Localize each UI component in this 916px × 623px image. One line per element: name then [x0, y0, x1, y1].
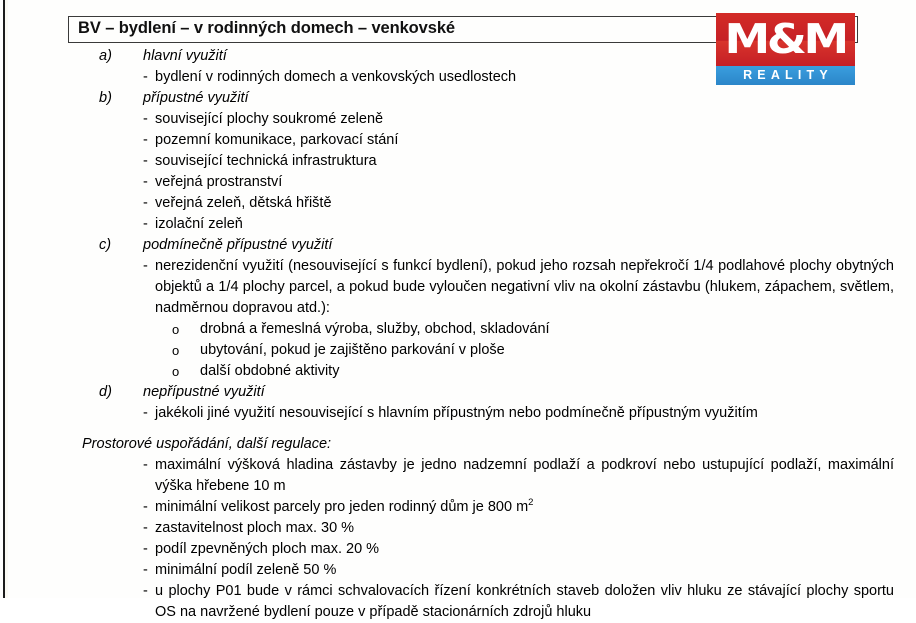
list-item	[0, 214, 916, 235]
dash-bullet-icon: -	[143, 69, 148, 85]
list-item	[0, 455, 916, 497]
list-item	[0, 539, 916, 560]
list-item-text: veřejná prostranství	[155, 174, 283, 190]
dash-bullet-icon: -	[143, 153, 148, 169]
circle-bullet-icon: o	[172, 322, 180, 337]
dash-bullet-icon: -	[143, 405, 148, 421]
list-item-text: bydlení v rodinných domech a venkovských usedlostech	[155, 69, 517, 85]
list-item-text: pozemní komunikace, parkovací stání	[155, 132, 399, 148]
logo-tagline-text: REALITY	[743, 68, 833, 83]
section-b-marker: b)	[99, 90, 112, 106]
regulations-heading: Prostorové uspořádání, další regulace:	[82, 436, 332, 452]
dash-bullet-icon: -	[143, 111, 148, 127]
list-item	[0, 340, 916, 361]
list-item-text: izolační zeleň	[155, 216, 243, 232]
dash-bullet-icon: -	[143, 520, 148, 536]
dash-bullet-icon: -	[143, 132, 148, 148]
dash-bullet-icon: -	[143, 195, 148, 211]
section-b-label: přípustné využití	[143, 90, 249, 106]
list-item-text: drobná a řemeslná výroba, služby, obchod, skladování	[200, 321, 550, 337]
section-a-marker: a)	[99, 48, 112, 64]
section-d-marker: d)	[99, 384, 112, 400]
list-item-text: podíl zpevněných ploch max. 20 %	[155, 541, 380, 557]
list-item-text: minimální podíl zeleně 50 %	[155, 562, 337, 578]
dash-bullet-icon: -	[143, 499, 148, 515]
list-item	[0, 581, 916, 623]
section-a-label: hlavní využití	[143, 48, 227, 64]
list-item	[0, 172, 916, 193]
list-item	[0, 67, 916, 88]
list-item-text: zastavitelnost ploch max. 30 %	[155, 520, 355, 536]
list-item	[0, 109, 916, 130]
section-c-label: podmínečně přípustné využití	[143, 237, 333, 253]
list-item	[0, 497, 916, 518]
list-item-text: související technická infrastruktura	[155, 153, 377, 169]
section-d-heading	[0, 382, 916, 403]
spacer	[0, 424, 916, 434]
page-title: BV – bydlení – v rodinných domech – venkovské	[78, 19, 455, 37]
section-a-heading	[0, 46, 916, 67]
list-item	[0, 151, 916, 172]
section-d-label: nepřípustné využití	[143, 384, 265, 400]
list-item-text: další obdobné aktivity	[200, 363, 340, 379]
document-body	[0, 46, 916, 623]
list-item-text: minimální velikost parcely pro jeden rodinný dům je 800 $m^2$	[155, 497, 534, 515]
section-b-heading	[0, 88, 916, 109]
list-item	[0, 130, 916, 151]
section-c-heading	[0, 235, 916, 256]
list-item	[0, 361, 916, 382]
circle-bullet-icon: o	[172, 343, 180, 358]
dash-bullet-icon: -	[143, 174, 148, 190]
list-item	[0, 518, 916, 539]
dash-bullet-icon: -	[143, 541, 148, 557]
list-item-text: související plochy soukromé zeleně	[155, 111, 384, 127]
list-item	[0, 560, 916, 581]
dash-bullet-icon: -	[143, 562, 148, 578]
list-item	[0, 319, 916, 340]
list-item	[0, 193, 916, 214]
list-item-text: jakékoli jiné využití nesouvisející s hlavním přípustným nebo podmínečně přípustným využitím	[155, 405, 758, 421]
list-item-text: nerezidenční využití (nesouvisející s funkcí bydlení), pokud jeho rozsah nepřekročí 1/4 podlahové plochy obytných objektů a 1/4 plochy parcel, a pokud bude vyloučen negativní vliv na okolní zástavbu (hlukem, zápachem, světlem, nadměrnou dopravou atd.):	[155, 258, 894, 316]
list-item-text: ubytování, pokud je zajištěno parkování v ploše	[200, 342, 505, 358]
dash-bullet-icon: -	[143, 216, 148, 232]
list-item-text: maximální výšková hladina zástavby je jedno nadzemní podlaží a podkroví nebo ustupující podlaží, maximální výška hřebene 10 m	[155, 457, 894, 494]
list-item-text: veřejná zeleň, dětská hřiště	[155, 195, 332, 211]
list-item	[0, 256, 916, 319]
circle-bullet-icon: o	[172, 364, 180, 379]
logo-brand-text: M&M	[724, 14, 847, 63]
dash-bullet-icon: -	[143, 457, 148, 473]
list-item-text: u plochy P01 bude v rámci schvalovacích řízení konkrétních staveb doložen vliv hluku ze stávající plochy sportu OS na navržené bydlení pouze v případě stacionárních zdrojů hluku	[155, 583, 894, 620]
dash-bullet-icon: -	[143, 583, 148, 599]
list-item	[0, 403, 916, 424]
dash-bullet-icon: -	[143, 258, 148, 274]
section-c-marker: c)	[99, 237, 112, 253]
